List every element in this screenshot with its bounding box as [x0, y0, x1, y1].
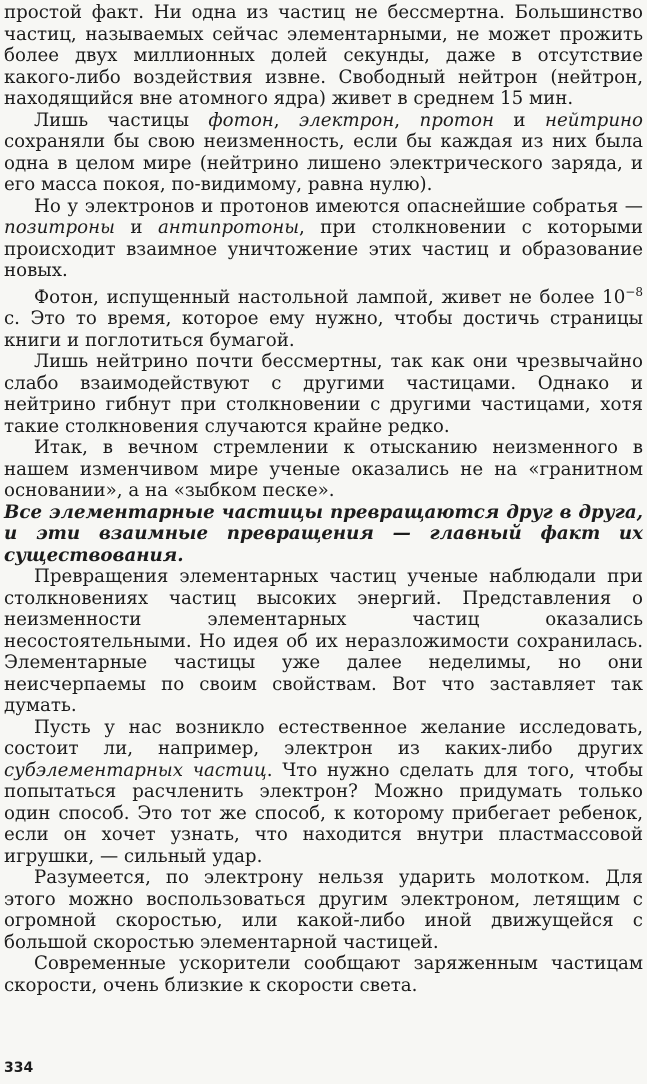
text-run: и [493, 109, 545, 131]
term-subelementary: субэлементарных частиц [4, 759, 267, 781]
term-positrons: позитроны [4, 217, 115, 238]
paragraph-collision [4, 867, 643, 953]
text-run: , [394, 109, 420, 131]
text-run: сохраняли бы свою неизменность, если бы каждая из них была одна в целом мире (нейтрино лишено электрического заряда, и его масса покоя, по-видимому, равна нулю). [4, 131, 643, 195]
paragraph-continuation [4, 2, 643, 110]
text-run: и [114, 217, 158, 238]
paragraph-photon-lifetime [4, 282, 643, 352]
paragraph-stable-particles [4, 110, 643, 196]
text-run: Фотон, испущенный настольной лампой, живет не более 10 [34, 286, 626, 308]
highlighted-statement [4, 502, 643, 567]
page-number: 334 [4, 1060, 34, 1076]
paragraph-text: Итак, в вечном стремлении к отысканию неизменного в нашем изменчивом мире ученые оказались не на «гранитном основании», а на «зыбком песке». [4, 437, 643, 502]
text-run: . Что нужно сделать для того, чтобы попытаться расчленить электрон? Можно придумать только один способ. Это тот же способ, к которому прибегает ребенок, если он хочет узнать, что находится внутри пластмассовой игрушки, — сильный удар. [4, 759, 643, 867]
term-neutrino: нейтрино [544, 109, 643, 131]
paragraph-transformations [4, 566, 643, 717]
text-run: Но у электронов и протонов имеются опаснейшие собратья — [34, 195, 643, 217]
paragraph-text: Современные ускорители сообщают заряженным частицам скорости, очень близкие к скорости света. [4, 953, 643, 996]
paragraph-neutrino [4, 351, 643, 437]
exponent: −8 [625, 284, 643, 299]
term-photon: фотон [208, 109, 274, 131]
paragraph-text: Лишь нейтрино почти бессмертны, так как они чрезвычайно слабо взаимодействуют с другими частицами. Однако и нейтрино гибнут при столкновении с другими частицами, хотя такие столкновения случаются крайне редко. [4, 351, 643, 437]
text-run: Лишь частицы [34, 109, 209, 131]
term-antiprotons: антипротоны [157, 217, 300, 238]
paragraph-text: простой факт. Ни одна из частиц не бессмертна. Большинство частиц, называемых сейчас элементарными, не может прожить более двух миллионных долей секунды, даже в отсутствие какого-либо воздействия извне. Свободный нейтрон (нейтрон, находящийся вне атомного ядра) живет в среднем 15 мин. [4, 2, 643, 109]
paragraph-text: Разумеется, по электрону нельзя ударить молотком. Для этого можно воспользоваться другим электроном, летящим с огромной скоростью, или какой-либо иной движущейся с большой скоростью элементарной частицей. [4, 867, 643, 953]
paragraph-conclusion [4, 437, 643, 502]
paragraph-electron-splitting [4, 717, 643, 868]
paragraph-text: Превращения элементарных частиц ученые наблюдали при столкновениях частиц высоких энергий. Представления о неизменности элементарных частиц оказались несостоятельными. Но идея об их неразложимости сохранилась. Элементарные частицы уже далее неделимы, но они неисчерпаемы по своим свойствам. Вот что заставляет так думать. [4, 566, 643, 717]
term-proton: протон [419, 109, 494, 131]
paragraph-accelerators [4, 953, 643, 996]
term-electron: электрон [299, 109, 395, 131]
text-run: Пусть у нас возникло естественное желание исследовать, состоит ли, например, электрон из каких-либо других [4, 716, 643, 760]
text-run: , [273, 109, 300, 131]
text-run: , при столкновении с которыми происходит взаимное уничтожение этих частиц и образование новых. [4, 217, 643, 281]
text-run: с. Это то время, которое ему нужно, чтобы достичь страницы книги и поглотиться бумагой. [4, 308, 643, 351]
paragraph-antiparticles [4, 196, 643, 282]
statement-text: Все элементарные частицы превращаются друг в друга, и эти взаимные превращения — главный факт их существования. [4, 501, 643, 566]
